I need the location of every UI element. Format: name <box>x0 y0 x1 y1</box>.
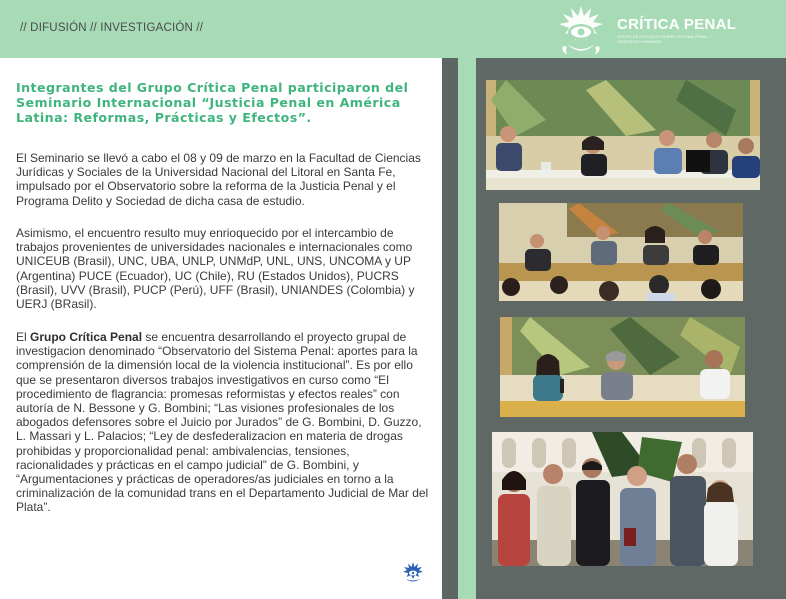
article-title: Integrantes del Grupo Crítica Penal participaron del Seminario Internacional “Justicia Penal en América Latina: Reformas, Prácticas y Efectos”. <box>16 80 409 125</box>
header-bar <box>0 0 786 58</box>
green-strip <box>458 58 476 599</box>
logo-subtitle: GRUPO DE ESTUDIOS SOBRE SISTEMA PENAL Y DERECHOS HUMANOS <box>617 34 712 44</box>
paragraph-3-prefix: El <box>16 330 31 344</box>
footer-logo-icon <box>401 560 425 584</box>
article-panel <box>0 58 442 599</box>
group-name: Grupo Crítica Penal <box>30 330 143 344</box>
group-photo[interactable] <box>492 432 753 566</box>
logo-title: CRÍTICA PENAL <box>617 16 737 33</box>
panel-divider <box>442 58 458 599</box>
critica-penal-logo-icon[interactable] <box>553 2 609 58</box>
panel-photo-3[interactable] <box>500 317 745 417</box>
paragraph-3-rest: se encuentra desarrollando el proyecto grupal de investigacion denominado “Observatorio del Sistema Penal: aportes para la comprensión de la dimensión local de la violencia institucional”. Es por ello que se presentaron diversos trabajos investigativos en curso como “El procedimiento de flagrancia: promesas reformistas y efectos reales” con autoría de N. Bessone y G. Bombini; “Las visiones profesionales de los abogados defensores sobre el Juicio por Jurados” de G. Bombini, D. Guzzo, L. Massari y L. Palacios; “Ley de desfederalizacion en materia de drogas prohibidas y proporcionalidad penal: ambivalencias, tensiones, racionalidades y prácticas en el campo judicial” de G. Bombini, y “Argumentaciones y prácticas de operadores/as judiciales en torno a la criminalización de la comunidad trans en el Departamento Judicial de Mar del Plata”. <box>16 330 429 515</box>
article-paragraph-2: Asimismo, el encuentro resulto muy enrioquecido por el intercambio de trabajos provenientes de universidades nacionales e internacionales como UNICEUB (Brasil), UNC, UBA, UNLP, UNMdP, UNL, UNS, UNCOMA y UP (Argentina) PUCE (Ecuador), UC (Chile), RU (Estados Unidos), PUCRS (Brasil), UVV (Brasil), PUCP (Perú), UFF (Brasil), UNIANDES (Colombia) y UERJ (BRasil). <box>16 226 415 312</box>
article-paragraph-3 <box>16 330 430 515</box>
article-paragraph-1: El Seminario se llevó a cabo el 08 y 09 de marzo en la Facultad de Ciencias Jurídicas y Sociales de la Universidad Nacional del Litoral en Santa Fe, impulsado por el Observatorio sobre la reforma de la Justicia Penal y el Programa Delito y Sociedad de dicha casa de estudio. <box>16 151 421 208</box>
panel-photo-1[interactable] <box>486 80 760 190</box>
panel-photo-2[interactable] <box>499 203 743 301</box>
breadcrumb[interactable]: // DIFUSIÓN // INVESTIGACIÓN // <box>20 22 204 34</box>
